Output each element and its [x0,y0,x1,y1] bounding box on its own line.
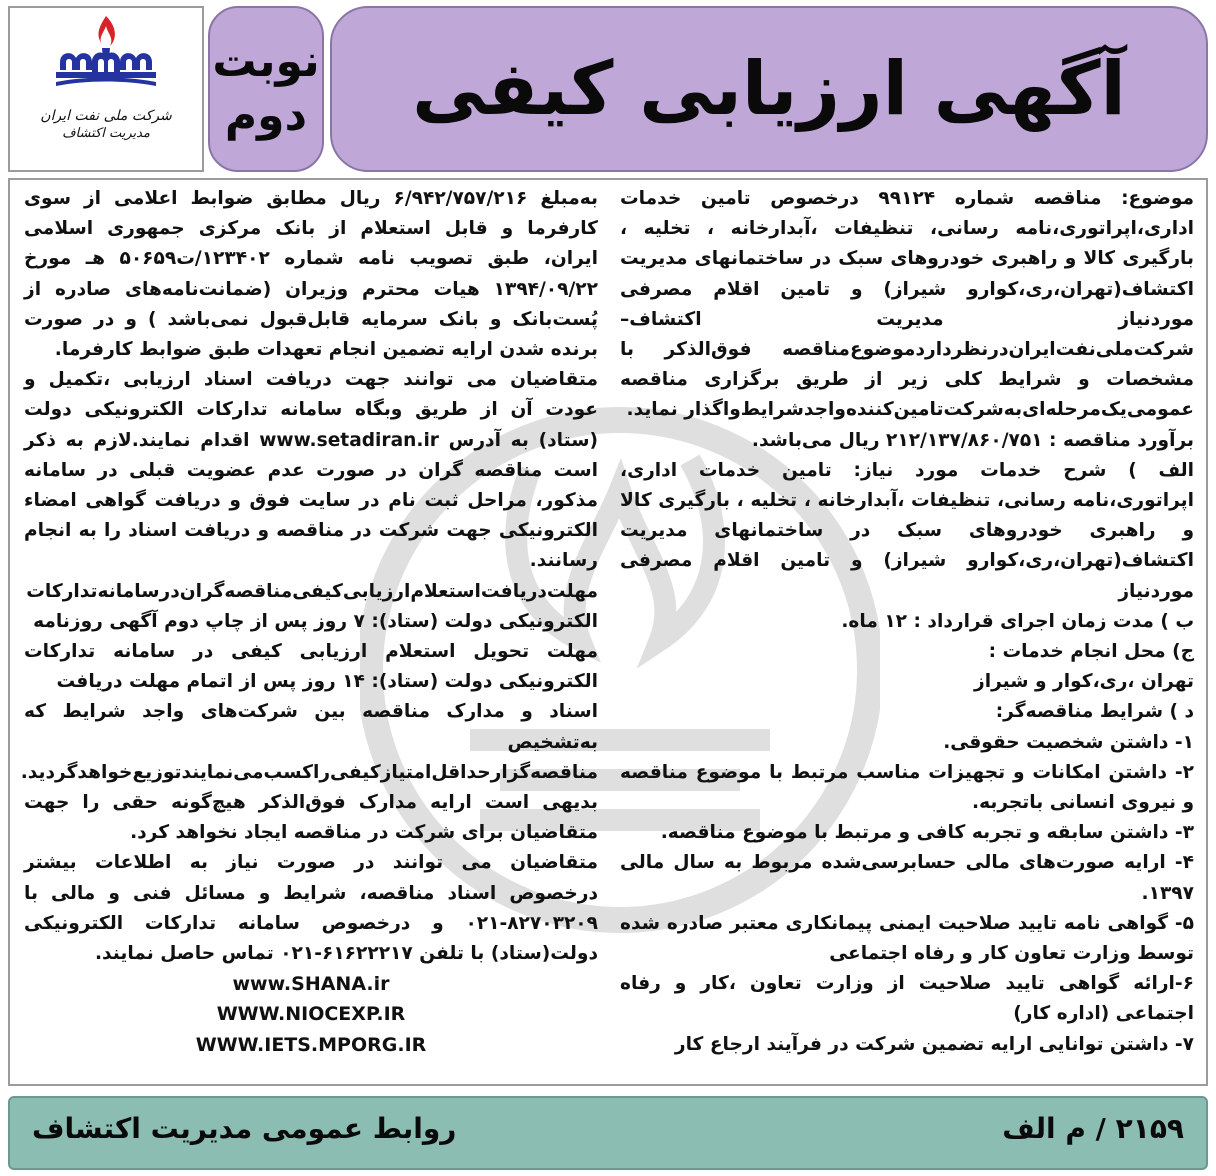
website-links [24,969,598,1060]
condition-item: ۳- داشتن سابقه و تجربه کافی و مرتبط با موضوع مناقصه. [660,822,1194,844]
guarantee-paragraph: به‌مبلغ ۶/۹۴۲/۷۵۷/۲۱۶ ریال مطابق ضوابط اعلامی از سوی کارفرما و قابل استعلام از بانک مرکزی جمهوری اسلامی ایران، طبق تصویب نامه شماره ۱۲۳۴۰۲/ت۵۰۶۵۹ هـ مورخ ۱۳۹۴/۰۹/۲۲ هیات محترم وزیران (ضمانت‌نامه‌های صادره از پُست‌بانک و بانک سرمایه قابل‌قبول نمی‌باشد ) و در صورت برنده شدن ارایه تضمین انجام تعهدات طبق ضوابط کارفرما. [24,188,599,361]
website-link[interactable]: WWW.IETS.MPORG.IR [195,1033,427,1056]
nioc-flame-logo-icon [46,12,166,106]
bidder-conditions-heading: د ) شرایط مناقصه‌گر: [995,701,1194,723]
advertisement-body [8,178,1208,1086]
condition-item: ۴- ارایه صورت‌های مالی حسابرسی‌شده مربوط به سال مالی ۱۳۹۷. [620,852,1194,904]
title-banner [330,6,1208,172]
website-link[interactable]: www.SHANA.ir [232,973,390,996]
delivery-deadline: مهلت تحویل استعلام ارزیابی کیفی در سامانه تدارکات الکترونیکی دولت (ستاد): ۱۴ روز پس از اتمام مهلت دریافت [24,641,598,693]
distribution-paragraph: اسناد و مدارک مناقصه بین شرکت‌های واجد شرایط که به‌تشخیص مناقصه‌گزار‌حداقل‌امتیاز‌کیفی‌را‌کسب‌می‌نمایند‌توزیع‌خواهد‌گردید. بدیهی است ارایه مدارک فوق‌الذکر هیچ‌گونه حقی را جهت متقاضیان برای شرکت در مناقصه ایجاد نخواهد کرد. [20,701,598,844]
condition-item: ۱- داشتن شخصیت حقوقی. [943,731,1194,753]
condition-item: ۷- داشتن توانایی ارایه تضمین شرکت در فرآیند ارجاع کار [674,1033,1194,1055]
logo-dept-name: مدیریت اکتشاف [62,126,150,141]
condition-item: ۲- داشتن امکانات و تجهیزات مناسب مرتبط با موضوع مناقصه و نیروی انسانی باتجربه. [620,761,1194,814]
logo-org-name: شرکت ملی نفت ایران [40,108,172,124]
estimate-line: برآورد مناقصه : ۲۱۲/۱۳۷/۸۶۰/۷۵۱ ریال می‌باشد. [751,429,1194,451]
header [0,0,1216,176]
page-title: آگهی ارزیابی کیفی [412,46,1126,132]
left-column [20,184,599,1060]
receipt-deadline: مهلت‌دریافت‌استعلام‌ارزیابی‌کیفی‌مناقصه‌گران‌درسامانه‌تدارکات الکترونیکی دولت (ستاد): ۷ روز پس از چاپ دوم آگهی روزنامه [26,580,598,632]
condition-item: ۵- گواهی نامه تایید صلاحیت ایمنی پیمانکاری معتبر صادره شده توسط وزارت تعاون کار و رفاه اجتماعی [620,912,1194,965]
service-location-cities: تهران ،ری،کوار و شیراز [974,671,1194,693]
round-label-line1: نوبت [212,36,320,87]
contact-paragraph: متقاضیان می توانند در صورت نیاز به اطلاعات بیشتر درخصوص اسناد مناقصه، شرایط و مسائل فنی و مالی با ۸۲۷۰۳۲۰۹-۰۲۱ و درخصوص سامانه تدارکات الکترونیکی دولت(ستاد) با تلفن ۶۱۶۲۲۲۱۷-۰۲۱ تماس حاصل نمایند. [24,852,598,965]
website-link[interactable]: WWW.NIOCEXP.IR [216,1003,406,1026]
condition-item: ۶-ارائه گواهی تایید صلاحیت از وزارت تعاون ،کار و رفاه اجتماعی (اداره کار) [620,973,1194,1025]
right-column [620,184,1194,1060]
service-description: الف ) شرح خدمات مورد نیاز: تامین خدمات اداری، اپراتوری،نامه رسانی، تنظیفات ،آبدارخانه ، تخلیه ، بارگیری کالا و راهبری خودروهای سبک در ساختمانهای مدیریت اکتشاف(تهران،ری،کوارو شیراز) و تامین اقلام مصرفی موردنیاز [620,459,1194,602]
ad-code: ۲۱۵۹ / م الف [1002,1112,1184,1145]
round-label-line2: دوم [224,90,308,141]
contract-duration: ب ) مدت زمان اجرای قرارداد : ۱۲ ماه. [841,610,1194,632]
footer-band [8,1096,1208,1170]
service-location-label: ج) محل انجام خدمات : [988,641,1194,663]
round-badge [208,6,324,172]
company-logo [8,6,204,172]
subject-paragraph: موضوع: مناقصه شماره ۹۹۱۲۴ درخصوص تامین خدمات اداری،اپراتوری،نامه رسانی، تنظیفات ،آبدارخانه ، تخلیه ، بارگیری کالا و راهبری خودروهای سبک در ساختمانهای مدیریت اکتشاف(تهران،ری،کوارو شیراز) و تامین اقلام مصرفی موردنیاز مدیریت اکتشاف–شرکت‌ملی‌نفت‌ایران‌درنظر‌دارد‌موضوع‌مناقصه فوق‌الذکر با مشخصات و شرایط کلی زیر از طریق برگزاری مناقصه عمومی‌یک‌مرحله‌ای‌به‌شرکت‌تامین‌کننده‌واجدشرایط‌واگذار نماید. [620,188,1194,421]
registration-paragraph: متقاضیان می توانند جهت دریافت اسناد ارزیابی ،تکمیل و عودت آن از طریق وبگاه سامانه تدارکات الکترونیکی دولت (ستاد) به آدرس www.setadiran.ir اقدام نمایند.لازم به ذکر است مناقصه گران در صورت عدم عضویت قبلی در سامانه مذکور، مراحل ثبت نام در سایت فوق و دریافت گواهی امضاء الکترونیکی جهت شرکت در مناقصه و دریافت اسناد را به انجام رسانند. [24,369,598,572]
publisher-dept: روابط عمومی مدیریت اکتشاف [32,1112,457,1145]
